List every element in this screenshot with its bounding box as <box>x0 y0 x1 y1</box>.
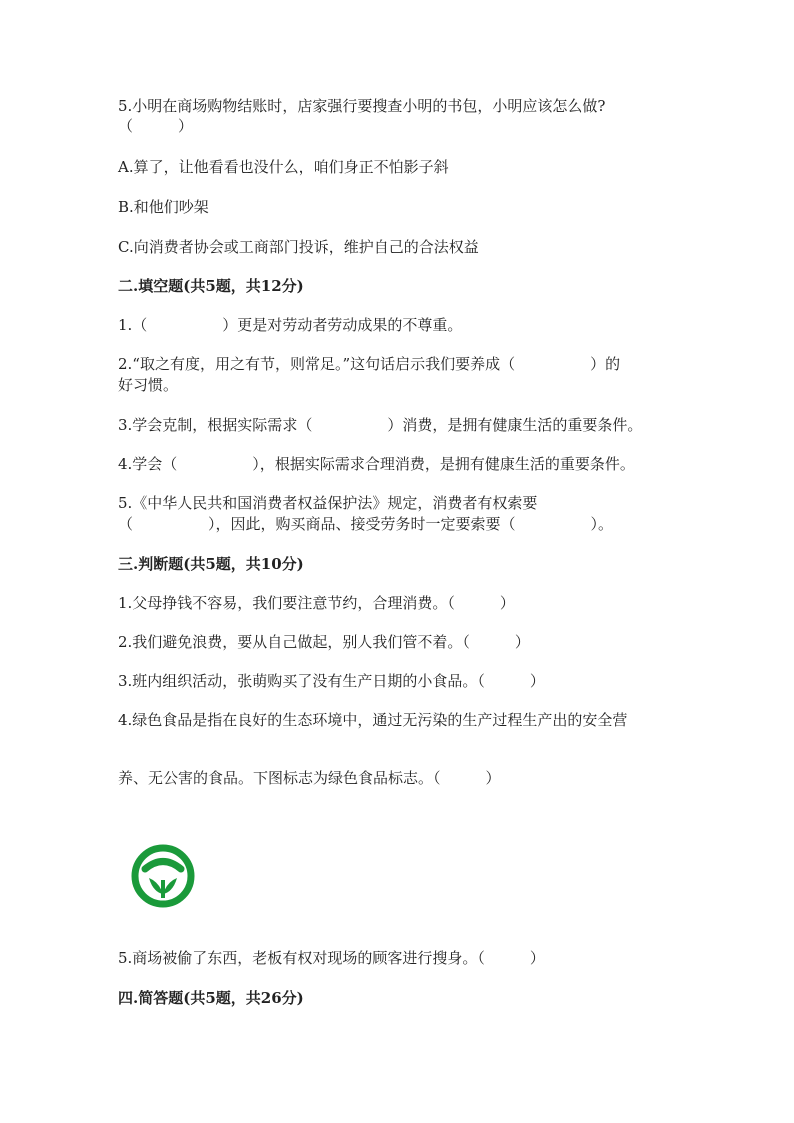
judge-item-4: 4.绿色食品是指在良好的生态环境中，通过无污染的生产过程生产出的安全营 <box>118 711 628 729</box>
judge-item-5: 5.商场被偷了东西，老板有权对现场的顾客进行搜身。（ ） <box>118 949 545 967</box>
fill-item-1: 1.（ ）更是对劳动者劳动成果的不尊重。 <box>118 316 463 334</box>
short-answer-heading: 四.简答题(共5题，共26分) <box>118 989 304 1007</box>
green-food-logo-icon <box>131 842 195 910</box>
judge-item-1: 1.父母挣钱不容易，我们要注意节约，合理消费。（ ） <box>118 594 515 612</box>
fill-item-4: 4.学会（ ），根据实际需求合理消费，是拥有健康生活的重要条件。 <box>118 455 635 473</box>
question-5-blank: （ ） <box>118 117 194 135</box>
fill-item-5-cont: （ ），因此，购买商品、接受劳务时一定要索要（ ）。 <box>118 515 614 533</box>
judge-section-heading: 三.判断题(共5题，共10分) <box>118 555 304 573</box>
judge-item-2: 2.我们避免浪费，要从自己做起，别人我们管不着。（ ） <box>118 633 530 651</box>
fill-section-heading: 二.填空题(共5题，共12分) <box>118 277 304 295</box>
judge-item-3: 3.班内组织活动，张萌购买了没有生产日期的小食品。（ ） <box>118 672 545 690</box>
option-a: A.算了，让他看看也没什么，咱们身正不怕影子斜 <box>118 158 449 176</box>
fill-item-2: 2.“取之有度，用之有节，则常足。”这句话启示我们要养成（ ）的 <box>118 355 621 373</box>
judge-item-4-cont: 养、无公害的食品。下图标志为绿色食品标志。（ ） <box>118 769 501 787</box>
fill-item-2-cont: 好习惯。 <box>118 376 179 394</box>
option-b: B.和他们吵架 <box>118 198 209 216</box>
question-5-text: 5.小明在商场购物结账时，店家强行要搜查小明的书包，小明应该怎么做? <box>118 97 606 115</box>
fill-item-5: 5.《中华人民共和国消费者权益保护法》规定，消费者有权索要 <box>118 494 538 512</box>
option-c: C.向消费者协会或工商部门投诉，维护自己的合法权益 <box>118 238 479 256</box>
fill-item-3: 3.学会克制，根据实际需求（ ）消费，是拥有健康生活的重要条件。 <box>118 416 643 434</box>
